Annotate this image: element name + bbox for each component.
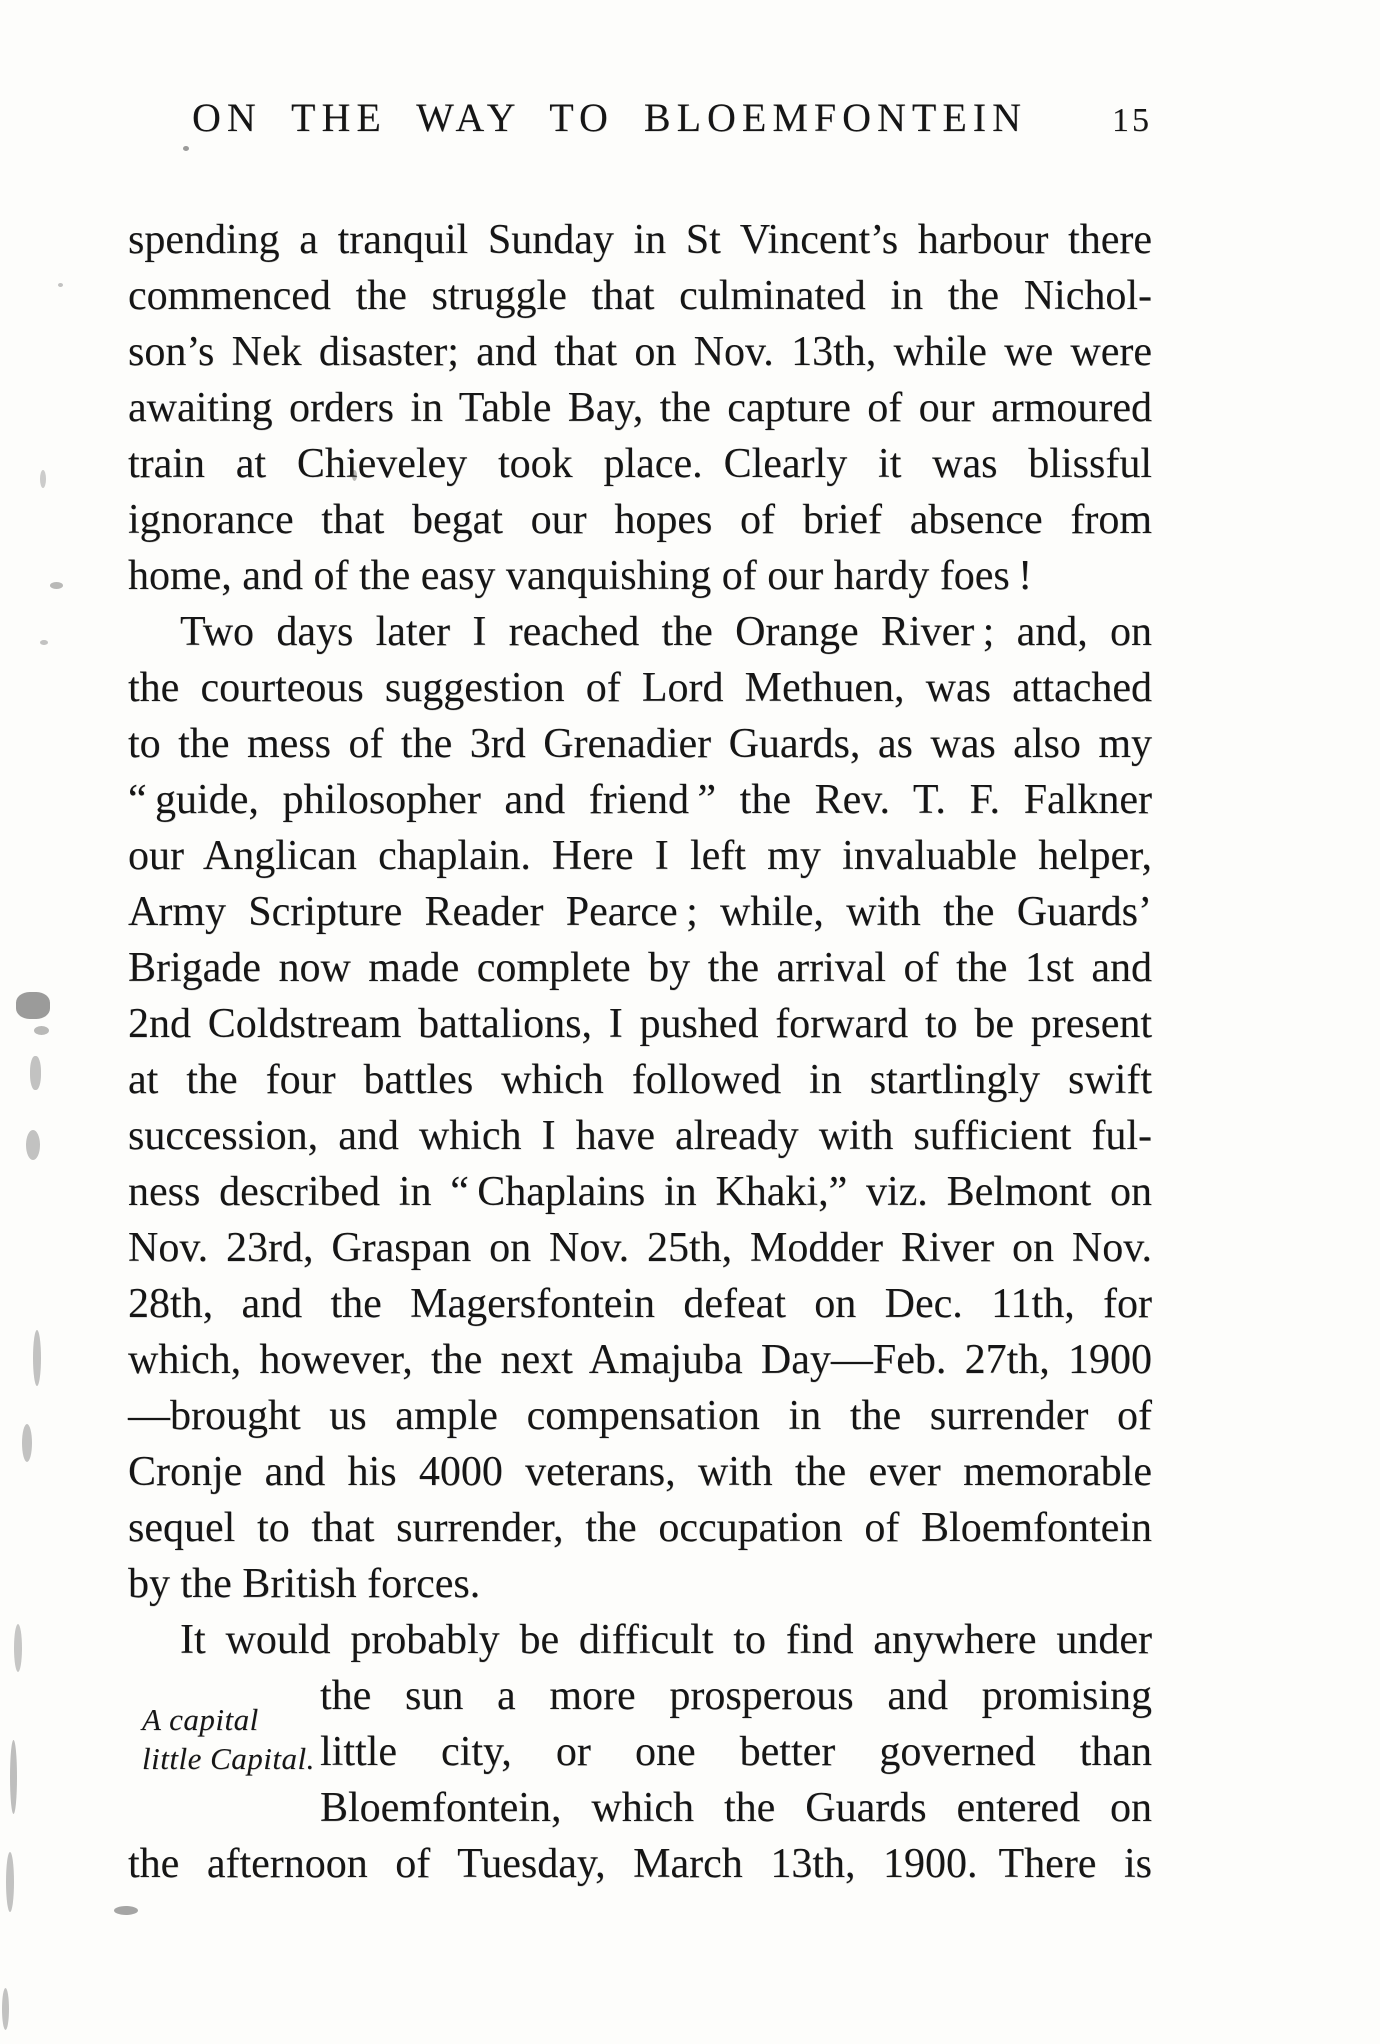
- text-line: “ guide, philosopher and friend ” the Rev. T. F. Falkner: [128, 777, 1152, 823]
- text-line: awaiting orders in Table Bay, the capture of our armoured: [128, 385, 1152, 431]
- text-line: to the mess of the 3rd Grenadier Guards, as was also my: [128, 721, 1152, 767]
- scan-artifact: [14, 1624, 22, 1672]
- text-line: 28th, and the Magersfontein defeat on Dec. 11th, for: [128, 1281, 1152, 1327]
- scan-artifact: [22, 1424, 32, 1462]
- text-line: the afternoon of Tuesday, March 13th, 1900. There is: [128, 1841, 1152, 1887]
- scan-artifact: [183, 146, 189, 151]
- scan-artifact: [352, 470, 357, 481]
- text-line: home, and of the easy vanquishing of our hardy foes !: [128, 553, 1033, 599]
- margin-note-line: little Capital.: [142, 1741, 315, 1776]
- running-header: [128, 94, 1152, 141]
- text-line: ignorance that begat our hopes of brief absence from: [128, 497, 1152, 543]
- scan-artifact: [34, 1026, 49, 1035]
- scan-artifact: [26, 1130, 40, 1160]
- text-line: —brought us ample compensation in the surrender of: [128, 1393, 1152, 1439]
- margin-note: [142, 1700, 382, 1778]
- scan-artifact: [33, 1330, 41, 1386]
- text-line: Army Scripture Reader Pearce ; while, with the Guards’: [128, 889, 1152, 935]
- text-line: sequel to that surrender, the occupation of Bloemfontein: [128, 1505, 1152, 1551]
- text-line: commenced the struggle that culminated in the Nichol-: [128, 273, 1152, 319]
- text-line: the courteous suggestion of Lord Methuen, was attached: [128, 665, 1152, 711]
- text-line: 2nd Coldstream battalions, I pushed forward to be present: [128, 1001, 1152, 1047]
- scan-artifact: [58, 283, 63, 287]
- scan-artifact: [40, 640, 48, 645]
- text-line: ness described in “ Chaplains in Khaki,” viz. Belmont on: [128, 1169, 1152, 1215]
- text-line: succession, and which I have already with sufficient ful-: [128, 1113, 1152, 1159]
- text-line: the sun a more prosperous and promising: [320, 1673, 1152, 1719]
- scan-artifact: [40, 470, 46, 488]
- scan-artifact: [6, 1852, 14, 1912]
- page-number: 15: [1112, 102, 1152, 139]
- chapter-title: ON THE WAY TO BLOEMFONTEIN: [192, 95, 1027, 140]
- scan-artifact: [2, 1988, 9, 2030]
- body-text: [128, 212, 1152, 1892]
- text-line: by the British forces.: [128, 1561, 481, 1607]
- text-line: Nov. 23rd, Graspan on Nov. 25th, Modder River on Nov.: [128, 1225, 1152, 1271]
- text-line: Two days later I reached the Orange River ; and, on: [180, 609, 1152, 655]
- text-line: spending a tranquil Sunday in St Vincent’s harbour there: [128, 217, 1152, 263]
- scan-artifact: [30, 1056, 41, 1090]
- margin-note-line: A capital: [142, 1702, 259, 1737]
- text-line: son’s Nek disaster; and that on Nov. 13th, while we were: [128, 329, 1152, 375]
- scan-artifact: [114, 1906, 138, 1915]
- text-line: little city, or one better governed than: [320, 1729, 1152, 1775]
- text-line: our Anglican chaplain. Here I left my invaluable helper,: [128, 833, 1152, 879]
- text-line: It would probably be difficult to find anywhere under: [180, 1617, 1152, 1663]
- text-line: Brigade now made complete by the arrival of the 1st and: [128, 945, 1152, 991]
- text-line: train at Chieveley took place. Clearly it was blissful: [128, 441, 1152, 487]
- text-line: Cronje and his 4000 veterans, with the ever memorable: [128, 1449, 1152, 1495]
- text-line: which, however, the next Amajuba Day—Feb. 27th, 1900: [128, 1337, 1152, 1383]
- scan-artifact: [10, 1740, 17, 1814]
- text-line: Bloemfontein, which the Guards entered on: [320, 1785, 1152, 1831]
- text-line: at the four battles which followed in startlingly swift: [128, 1057, 1152, 1103]
- scan-artifact: [16, 992, 50, 1019]
- scan-artifact: [50, 582, 63, 589]
